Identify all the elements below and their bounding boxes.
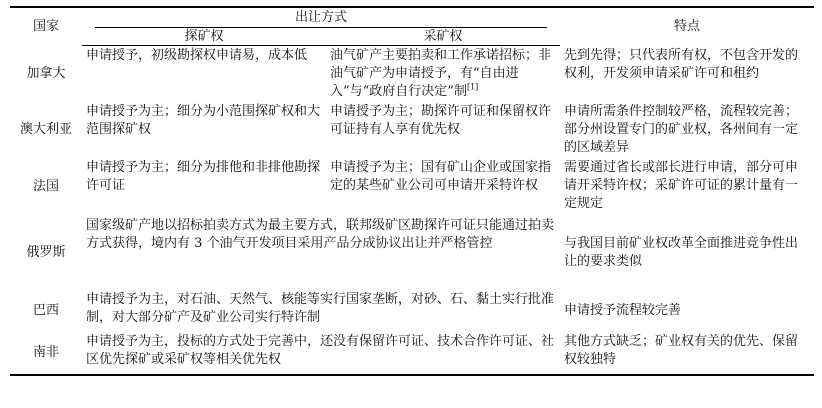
features-cell: 需要通过省长或部长进行申请，部分可申请开采特许权；采矿许可证的累计量有一定规定: [564, 160, 799, 211]
features-cell: 其他方式缺乏；矿业权有关的优先、保留权较独特: [560, 332, 814, 375]
country-cell: 南非: [10, 332, 82, 375]
exploration-cell: 申请授予，初级勘探权申请易，成本低: [86, 48, 308, 63]
country-cell: 俄罗斯: [26, 245, 66, 260]
table-row: [10, 158, 814, 216]
table-row: [10, 290, 814, 332]
country-cell: 巴西: [32, 303, 59, 318]
features-cell: 申请所需条件控制较严格，流程较完善；部分州设置专门的矿业权，各州间有一定的区域差异: [564, 104, 799, 155]
header-features: 特点: [560, 7, 814, 46]
mining-cell: 申请授予为主；国有矿山企业或国家指定的某些矿业公司可申请开采特许权: [330, 160, 552, 193]
mining-cell: 申请授予为主；勘探许可证和保留权许可证持有人享有优先权: [330, 104, 552, 137]
exploration-cell: 申请授予为主；细分为排他和非排他勘探许可证: [86, 160, 321, 193]
features-cell: 与我国目前矿业权改革全面推进竞争性出让的要求类似: [564, 236, 799, 269]
features-cell: 先到先得；只代表所有权，不包含开发的权利，开发须申请采矿许可和租约: [564, 47, 799, 81]
table-row: [10, 46, 814, 103]
country-cell: 法国: [32, 179, 59, 194]
country-cell: 加拿大: [26, 65, 66, 81]
transfer-mode-cell: 国家级矿产地以招标拍卖方式为最主要方式，联邦级矿区勘探许可证只能通过拍卖方式获得，境内有 3 个油气开发项目采用产品分成协议出让并严格管控: [86, 218, 555, 251]
exploration-cell: 申请授予为主；细分为小范围探矿权和大范围探矿权: [86, 104, 321, 137]
header-transfer-mode: 出让方式: [82, 7, 560, 29]
citation-ref: [1]: [466, 82, 479, 92]
header-country: 国家: [10, 7, 82, 46]
table-row: [10, 216, 814, 290]
country-cell: 澳大利亚: [19, 122, 72, 137]
transfer-mode-cell: 申请授予为主，对石油、天然气、核能等实行国家垄断，对砂、石、黏土实行批准制，对大部分矿产及矿业公司实行特许制: [86, 292, 555, 325]
transfer-mode-cell: 申请授予为主，投标的方式处于完善中，还没有保留许可证、技术合作许可证、社区优先探矿或采矿权等相关优先权: [82, 332, 560, 375]
features-cell: 申请授予流程较完善: [564, 303, 682, 318]
table-row: [10, 102, 814, 158]
header-exploration-right: 探矿权: [82, 29, 326, 46]
header-mining-right: 采矿权: [326, 29, 560, 46]
mining-rights-table: [10, 6, 814, 376]
table-row: [10, 332, 814, 375]
mining-cell: 油气矿产主要拍卖和工作承诺招标；非油气矿产为申请授予，有“自由进入”与“政府自行决定”制[1]: [330, 48, 552, 99]
